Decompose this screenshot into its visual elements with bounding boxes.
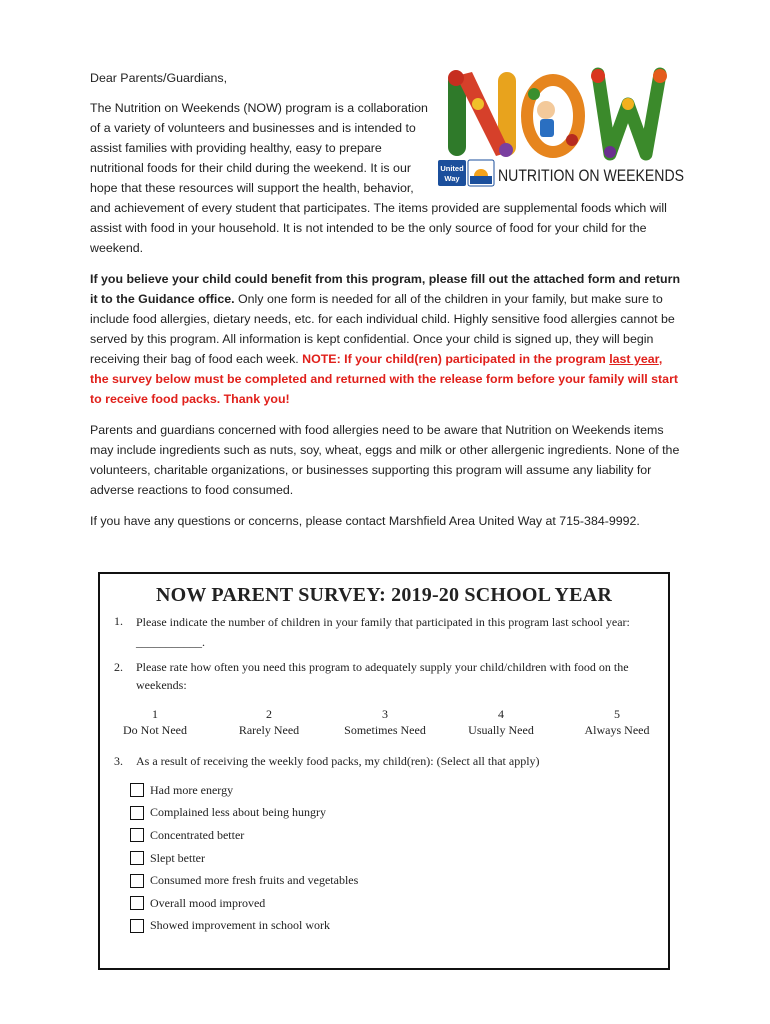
question-2-number: 2.: [114, 660, 123, 674]
rating-option-4[interactable]: [446, 706, 556, 738]
question-3-text: As a result of receiving the weekly food packs, my child(ren): (Select all that apply): [136, 754, 540, 768]
option-more-energy: [130, 779, 358, 802]
eligibility-text: Only one form is needed for all of the children in your family, but make sure to include food allergies, dietary needs, etc. for each individual child. Highly sensitive food allergies cannot be served by this program. All information is kept confidential. Once your child is signed up, they will begin receiving their bag of food each week.: [90, 292, 675, 366]
rating-number: 1: [152, 707, 158, 721]
option-label: Overall mood improved: [150, 895, 266, 910]
option-less-hungry: [130, 802, 358, 825]
option-label: Complained less about being hungry: [150, 805, 326, 820]
note-red-end: , the survey below must be completed and returned with the release form before your family will start to receive food packs. Thank you!: [90, 352, 679, 406]
checkbox[interactable]: [130, 783, 144, 797]
option-mood-improved: [130, 892, 358, 915]
question-3-number: 3.: [114, 754, 123, 768]
option-label: Slept better: [150, 850, 205, 865]
letter-w-veggies: [591, 69, 667, 158]
greeting: Dear Parents/Guardians,: [90, 71, 228, 85]
rating-number: 2: [266, 707, 272, 721]
survey-title: NOW PARENT SURVEY: 2019-20 SCHOOL YEAR: [155, 584, 613, 606]
option-label: Concentrated better: [150, 827, 245, 842]
option-fruits-vegetables: [130, 869, 358, 892]
checkbox[interactable]: [130, 896, 144, 910]
letter-n-veggies: [448, 70, 516, 157]
rating-option-5[interactable]: [562, 706, 672, 738]
checkbox[interactable]: [130, 919, 144, 933]
rating-label: Sometimes Need: [344, 723, 426, 737]
option-concentrated-better: [130, 824, 358, 847]
question-1-number: 1.: [114, 614, 123, 628]
united-way-badge: [438, 160, 494, 186]
contact-paragraph: If you have any questions or concerns, please contact Marshfield Area United Way at 715-384-9992.: [90, 514, 640, 528]
letter: [90, 68, 682, 542]
rating-label: Rarely Need: [238, 723, 300, 737]
eligibility-bold: If you believe your child could benefit from this program, please fill out the attached form and return it to the Guidance office.: [90, 272, 681, 306]
rating-label: Always Need: [584, 723, 650, 737]
rating-option-1[interactable]: [100, 706, 210, 738]
svg-text:United: United: [440, 164, 464, 173]
rating-number: 4: [498, 707, 504, 721]
note-red-underline: last year: [609, 352, 659, 366]
rating-option-2[interactable]: [214, 706, 324, 738]
parent-survey-box: [98, 572, 670, 970]
rating-label: Do Not Need: [123, 723, 187, 737]
checkbox[interactable]: [130, 851, 144, 865]
rating-label: Usually Need: [468, 723, 534, 737]
now-logo-graphic: [438, 64, 688, 192]
option-label: Consumed more fresh fruits and vegetables: [150, 873, 359, 888]
checkbox[interactable]: [130, 828, 144, 842]
note-red: NOTE: If your child(ren) participated in the program: [302, 352, 610, 366]
checkbox[interactable]: [130, 806, 144, 820]
allergy-paragraph: Parents and guardians concerned with food allergies need to be aware that Nutrition on Weekends items may include ingredients such as nuts, soy, wheat, eggs and milk or other allergenic ingredients. None of the volunteers, charitable organizations, or businesses supporting this program will assume any liability for adverse reactions to food consumed.: [90, 423, 680, 497]
svg-text:Way: Way: [444, 174, 460, 183]
rating-option-3[interactable]: [330, 706, 440, 738]
letter-o-veggies: [527, 80, 579, 152]
option-slept-better: [130, 847, 358, 870]
option-school-work: [130, 915, 358, 938]
checkbox-list: [130, 779, 358, 937]
eligibility-paragraph: [90, 269, 682, 409]
now-logo: [438, 64, 688, 192]
option-label: Had more energy: [150, 782, 234, 797]
question-1-text: Please indicate the number of children in your family that participated in this program last school year: ___________.: [136, 615, 630, 649]
rating-number: 3: [382, 707, 388, 721]
intro-paragraph: The Nutrition on Weekends (NOW) program is a collaboration of a variety of volunteers and businesses and is intended to assist families with providing healthy, easy to prepare nutritional foods for their child during the weekend. It is our hope that these resources will support the health, behavior, and achievement of every student that participates. The items provided are supplemental foods which will assist with food in your household. It is not intended to be the only source of food for your child for the weekend.: [90, 101, 667, 255]
logo-tagline: NUTRITION ON WEEKENDS: [498, 166, 684, 185]
question-2-text: Please rate how often you need this program to adequately supply your child/children with food on the weekends:: [136, 660, 629, 692]
checkbox[interactable]: [130, 874, 144, 888]
rating-number: 5: [614, 707, 620, 721]
option-label: Showed improvement in school work: [150, 918, 330, 933]
